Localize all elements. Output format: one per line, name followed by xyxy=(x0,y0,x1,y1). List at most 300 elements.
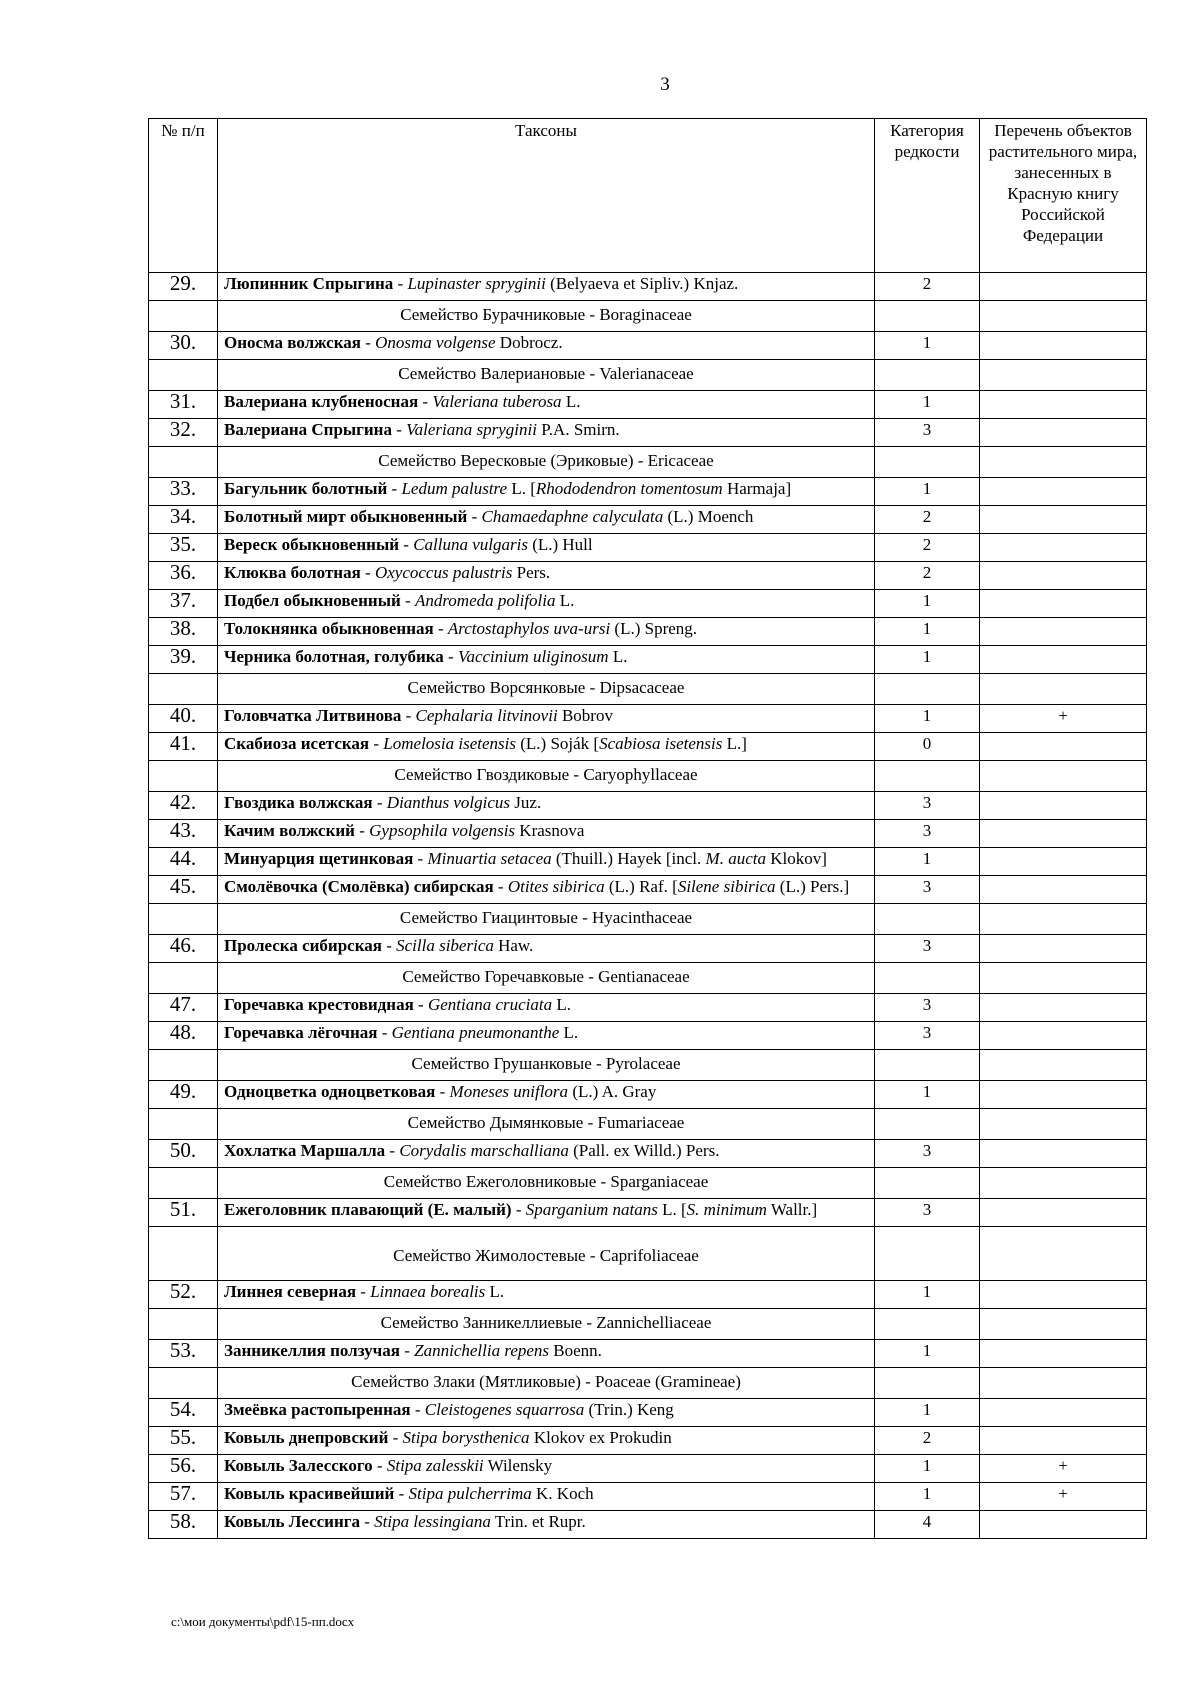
empty-cell xyxy=(875,1368,980,1399)
empty-cell xyxy=(149,963,218,994)
empty-cell xyxy=(980,1309,1147,1340)
taxon-cell xyxy=(218,1340,875,1368)
federal-red-book-mark xyxy=(980,332,1147,360)
empty-cell xyxy=(980,447,1147,478)
taxon-author: Juz. xyxy=(510,793,542,812)
taxon-row xyxy=(149,273,1147,301)
federal-red-book-mark xyxy=(980,820,1147,848)
taxon-row xyxy=(149,792,1147,820)
empty-cell xyxy=(149,1168,218,1199)
taxon-author: L. [ xyxy=(507,479,536,498)
rarity-category: 1 xyxy=(875,1399,980,1427)
taxon-separator: - xyxy=(372,1456,387,1475)
taxon-number: 32. xyxy=(149,419,218,447)
rarity-category: 1 xyxy=(875,1483,980,1511)
federal-red-book-mark xyxy=(980,618,1147,646)
empty-cell xyxy=(980,360,1147,391)
federal-red-book-mark xyxy=(980,876,1147,904)
taxon-synonym-author: L.] xyxy=(722,734,747,753)
taxon-cell xyxy=(218,1199,875,1227)
rarity-category: 4 xyxy=(875,1511,980,1539)
taxon-russian-name: Толокнянка обыкновенная xyxy=(224,619,434,638)
taxon-russian-name: Ковыль красивейший xyxy=(224,1484,395,1503)
empty-cell xyxy=(980,1050,1147,1081)
taxon-latin-name: Dianthus volgicus xyxy=(386,793,511,812)
taxon-number: 53. xyxy=(149,1340,218,1368)
taxon-cell xyxy=(218,419,875,447)
taxon-latin-name: Sparganium natans xyxy=(525,1200,658,1219)
taxon-row xyxy=(149,391,1147,419)
taxon-cell xyxy=(218,994,875,1022)
taxon-russian-name: Вереск обыкновенный xyxy=(224,535,400,554)
taxon-row xyxy=(149,1427,1147,1455)
empty-cell xyxy=(980,761,1147,792)
taxon-latin-name: Cephalaria litvinovii xyxy=(415,706,558,725)
taxon-row xyxy=(149,1399,1147,1427)
rarity-category: 1 xyxy=(875,332,980,360)
table-body xyxy=(149,273,1147,1539)
taxon-synonym-latin: M. aucta xyxy=(705,849,766,868)
taxon-row xyxy=(149,876,1147,904)
empty-cell xyxy=(149,674,218,705)
taxon-author: (Pall. ex Willd.) Pers. xyxy=(568,1141,720,1160)
empty-cell xyxy=(149,447,218,478)
taxon-author: (L.) Raf. [ xyxy=(604,877,678,896)
taxon-latin-name: Andromeda polifolia xyxy=(414,591,556,610)
family-row xyxy=(149,761,1147,792)
taxon-latin-name: Moneses uniflora xyxy=(449,1082,569,1101)
taxon-cell xyxy=(218,646,875,674)
taxon-number: 35. xyxy=(149,534,218,562)
taxon-latin-name: Stipa lessingiana xyxy=(374,1512,491,1531)
federal-red-book-mark xyxy=(980,562,1147,590)
taxon-latin-name: Valeriana tuberosa xyxy=(432,392,562,411)
taxon-cell xyxy=(218,506,875,534)
taxon-author: (L.) Hull xyxy=(527,535,593,554)
empty-cell xyxy=(875,904,980,935)
taxon-latin-name: Calluna vulgaris xyxy=(413,535,528,554)
taxon-row xyxy=(149,1140,1147,1168)
federal-red-book-mark: + xyxy=(980,1483,1147,1511)
rarity-category: 1 xyxy=(875,1340,980,1368)
header-federal-red-book: Перечень объектов растительного мира, занесенных в Красную книгу Российской Федерации xyxy=(980,119,1147,273)
federal-red-book-mark: + xyxy=(980,1455,1147,1483)
taxon-number: 45. xyxy=(149,876,218,904)
taxon-row xyxy=(149,1199,1147,1227)
taxon-row xyxy=(149,590,1147,618)
rarity-category: 0 xyxy=(875,733,980,761)
taxon-russian-name: Клюква болотная xyxy=(224,563,361,582)
taxon-synonym-author: Wallr.] xyxy=(766,1200,818,1219)
family-name: Семейство Бурачниковые - Boraginaceae xyxy=(218,301,875,332)
taxon-author: Bobrov xyxy=(557,706,613,725)
taxon-author: (Belyaeva et Sipliv.) Knjaz. xyxy=(545,274,739,293)
taxon-cell xyxy=(218,590,875,618)
rarity-category: 1 xyxy=(875,618,980,646)
taxon-russian-name: Хохлатка Маршалла xyxy=(224,1141,386,1160)
taxon-cell xyxy=(218,848,875,876)
taxon-separator: - xyxy=(399,1341,415,1360)
rarity-category: 1 xyxy=(875,1081,980,1109)
rarity-category: 3 xyxy=(875,935,980,963)
taxon-russian-name: Минуарция щетинковая xyxy=(224,849,414,868)
taxon-latin-name: Otites sibirica xyxy=(507,877,605,896)
taxon-cell xyxy=(218,562,875,590)
taxon-cell xyxy=(218,1081,875,1109)
taxon-latin-name: Arctostaphylos uva-ursi xyxy=(447,619,611,638)
taxon-russian-name: Смолёвочка (Смолёвка) сибирская xyxy=(224,877,494,896)
taxon-author: Dobrocz. xyxy=(495,333,563,352)
taxon-author: L. xyxy=(561,392,581,411)
taxon-russian-name: Линнея северная xyxy=(224,1282,357,1301)
header-taxa: Таксоны xyxy=(218,119,875,273)
taxon-number: 52. xyxy=(149,1281,218,1309)
federal-red-book-mark xyxy=(980,1427,1147,1455)
taxon-number: 44. xyxy=(149,848,218,876)
empty-cell xyxy=(149,1309,218,1340)
red-book-taxa-table xyxy=(148,118,1147,1539)
taxon-number: 40. xyxy=(149,705,218,733)
empty-cell xyxy=(980,1109,1147,1140)
family-name: Семейство Жимолостевые - Caprifoliaceae xyxy=(218,1227,875,1281)
taxon-author: L. xyxy=(559,1023,579,1042)
taxon-author: (Thuill.) Hayek [incl. xyxy=(551,849,706,868)
taxon-row xyxy=(149,1511,1147,1539)
taxon-latin-name: Gypsophila volgensis xyxy=(369,821,516,840)
empty-cell xyxy=(980,674,1147,705)
taxon-cell xyxy=(218,1022,875,1050)
rarity-category: 1 xyxy=(875,478,980,506)
taxon-cell xyxy=(218,618,875,646)
rarity-category: 2 xyxy=(875,534,980,562)
taxon-separator: - xyxy=(356,1282,371,1301)
taxon-number: 46. xyxy=(149,935,218,963)
empty-cell xyxy=(980,1168,1147,1199)
rarity-category: 3 xyxy=(875,792,980,820)
taxon-number: 50. xyxy=(149,1140,218,1168)
taxon-separator: - xyxy=(360,333,376,352)
taxon-russian-name: Валериана Спрыгина xyxy=(224,420,392,439)
taxon-synonym-latin: Rhododendron tomentosum xyxy=(535,479,723,498)
taxon-number: 58. xyxy=(149,1511,218,1539)
empty-cell xyxy=(875,1309,980,1340)
taxon-latin-name: Gentiana cruciata xyxy=(427,995,553,1014)
taxon-number: 30. xyxy=(149,332,218,360)
taxon-separator: - xyxy=(467,507,482,526)
federal-red-book-mark xyxy=(980,994,1147,1022)
family-name: Семейство Злаки (Мятликовые) - Poaceae (Gramineae) xyxy=(218,1368,875,1399)
federal-red-book-mark xyxy=(980,1199,1147,1227)
federal-red-book-mark xyxy=(980,478,1147,506)
taxon-number: 31. xyxy=(149,391,218,419)
taxon-latin-name: Onosma volgense xyxy=(375,333,496,352)
taxon-cell xyxy=(218,1427,875,1455)
taxon-row xyxy=(149,733,1147,761)
taxon-row xyxy=(149,562,1147,590)
taxon-author: Krasnova xyxy=(515,821,585,840)
family-row xyxy=(149,963,1147,994)
rarity-category: 1 xyxy=(875,848,980,876)
taxon-row xyxy=(149,820,1147,848)
empty-cell xyxy=(980,1368,1147,1399)
empty-cell xyxy=(149,1109,218,1140)
taxon-cell xyxy=(218,792,875,820)
taxon-latin-name: Gentiana pneumonanthe xyxy=(391,1023,560,1042)
taxon-separator: - xyxy=(354,821,370,840)
family-name: Семейство Гиацинтовые - Hyacinthaceae xyxy=(218,904,875,935)
empty-cell xyxy=(875,1109,980,1140)
family-name: Семейство Гвоздиковые - Caryophyllaceae xyxy=(218,761,875,792)
taxon-number: 38. xyxy=(149,618,218,646)
taxon-cell xyxy=(218,1511,875,1539)
empty-cell xyxy=(875,963,980,994)
taxon-author: Boenn. xyxy=(549,1341,602,1360)
taxon-russian-name: Головчатка Литвинова xyxy=(224,706,402,725)
family-name: Семейство Валериановые - Valerianaceae xyxy=(218,360,875,391)
federal-red-book-mark xyxy=(980,1081,1147,1109)
taxon-cell xyxy=(218,332,875,360)
taxon-cell xyxy=(218,705,875,733)
taxon-cell xyxy=(218,1140,875,1168)
empty-cell xyxy=(875,674,980,705)
taxon-row xyxy=(149,419,1147,447)
rarity-category: 3 xyxy=(875,820,980,848)
rarity-category: 2 xyxy=(875,506,980,534)
taxon-row xyxy=(149,332,1147,360)
taxon-russian-name: Ковыль Лессинга xyxy=(224,1512,360,1531)
taxon-russian-name: Занникеллия ползучая xyxy=(224,1341,400,1360)
empty-cell xyxy=(149,904,218,935)
taxon-russian-name: Ковыль Залесского xyxy=(224,1456,373,1475)
taxon-separator: - xyxy=(360,1512,375,1531)
taxon-number: 43. xyxy=(149,820,218,848)
taxon-cell xyxy=(218,478,875,506)
taxon-row xyxy=(149,1455,1147,1483)
taxon-separator: - xyxy=(393,274,408,293)
federal-red-book-mark xyxy=(980,391,1147,419)
family-row xyxy=(149,360,1147,391)
taxon-latin-name: Stipa borysthenica xyxy=(402,1428,530,1447)
federal-red-book-mark xyxy=(980,646,1147,674)
federal-red-book-mark xyxy=(980,419,1147,447)
taxon-russian-name: Змеёвка растопыренная xyxy=(224,1400,411,1419)
taxon-cell xyxy=(218,534,875,562)
rarity-category: 2 xyxy=(875,562,980,590)
federal-red-book-mark: + xyxy=(980,705,1147,733)
taxon-russian-name: Болотный мирт обыкновенный xyxy=(224,507,468,526)
taxon-author: (L.) Spreng. xyxy=(610,619,698,638)
family-name: Семейство Ворсянковые - Dipsacaceae xyxy=(218,674,875,705)
empty-cell xyxy=(875,301,980,332)
taxon-separator: - xyxy=(388,1428,403,1447)
taxon-author: K. Koch xyxy=(531,1484,594,1503)
taxon-number: 41. xyxy=(149,733,218,761)
taxon-separator: - xyxy=(413,849,428,868)
taxon-synonym-author: Klokov] xyxy=(765,849,827,868)
taxon-author: L. xyxy=(485,1282,505,1301)
taxon-author: L. xyxy=(555,591,575,610)
family-name: Семейство Дымянковые - Fumariaceae xyxy=(218,1109,875,1140)
taxon-russian-name: Гвоздика волжская xyxy=(224,793,373,812)
taxon-russian-name: Подбел обыкновенный xyxy=(224,591,401,610)
taxon-author: (L.) A. Gray xyxy=(568,1082,657,1101)
family-row xyxy=(149,301,1147,332)
taxon-separator: - xyxy=(443,647,458,666)
taxon-latin-name: Linnaea borealis xyxy=(370,1282,486,1301)
taxon-number: 54. xyxy=(149,1399,218,1427)
taxon-author: P.A. Smirn. xyxy=(536,420,620,439)
header-rarity-category: Категория редкости xyxy=(875,119,980,273)
taxon-author: L. xyxy=(608,647,628,666)
taxon-row xyxy=(149,705,1147,733)
taxon-row xyxy=(149,534,1147,562)
taxon-separator: - xyxy=(369,734,384,753)
rarity-category: 2 xyxy=(875,1427,980,1455)
taxon-separator: - xyxy=(435,1082,450,1101)
taxon-synonym-author: (L.) Pers.] xyxy=(775,877,850,896)
taxon-number: 47. xyxy=(149,994,218,1022)
rarity-category: 3 xyxy=(875,994,980,1022)
taxon-row xyxy=(149,646,1147,674)
taxon-cell xyxy=(218,876,875,904)
family-row xyxy=(149,447,1147,478)
empty-cell xyxy=(980,963,1147,994)
taxon-number: 56. xyxy=(149,1455,218,1483)
empty-cell xyxy=(149,1227,218,1281)
taxon-russian-name: Черника болотная, голубика xyxy=(224,647,444,666)
taxon-latin-name: Stipa zalesskii xyxy=(386,1456,484,1475)
taxon-latin-name: Minuartia setacea xyxy=(427,849,552,868)
family-row xyxy=(149,1050,1147,1081)
page-number: 3 xyxy=(660,74,670,95)
rarity-category: 1 xyxy=(875,1455,980,1483)
empty-cell xyxy=(149,360,218,391)
rarity-category: 3 xyxy=(875,1022,980,1050)
taxon-author: (L.) Moench xyxy=(663,507,754,526)
taxon-row xyxy=(149,1081,1147,1109)
federal-red-book-mark xyxy=(980,792,1147,820)
taxon-separator: - xyxy=(385,1141,400,1160)
empty-cell xyxy=(980,1227,1147,1281)
family-row xyxy=(149,1168,1147,1199)
empty-cell xyxy=(149,1368,218,1399)
federal-red-book-mark xyxy=(980,1022,1147,1050)
taxon-author: Haw. xyxy=(493,936,534,955)
empty-cell xyxy=(875,447,980,478)
header-number: № п/п xyxy=(149,119,218,273)
empty-cell xyxy=(875,360,980,391)
taxon-row xyxy=(149,478,1147,506)
taxon-row xyxy=(149,935,1147,963)
taxon-number: 49. xyxy=(149,1081,218,1109)
taxon-russian-name: Ежеголовник плавающий (Е. малый) xyxy=(224,1200,512,1219)
taxon-russian-name: Пролеска сибирская xyxy=(224,936,382,955)
taxon-cell xyxy=(218,1455,875,1483)
taxon-separator: - xyxy=(511,1200,526,1219)
taxon-separator: - xyxy=(377,1023,392,1042)
taxon-number: 42. xyxy=(149,792,218,820)
taxon-number: 39. xyxy=(149,646,218,674)
taxon-number: 33. xyxy=(149,478,218,506)
taxon-russian-name: Горечавка крестовидная xyxy=(224,995,414,1014)
taxon-latin-name: Scilla siberica xyxy=(396,936,494,955)
taxon-number: 29. xyxy=(149,273,218,301)
empty-cell xyxy=(875,761,980,792)
taxon-number: 34. xyxy=(149,506,218,534)
taxon-separator: - xyxy=(372,793,387,812)
empty-cell xyxy=(875,1050,980,1081)
family-name: Семейство Грушанковые - Pyrolaceae xyxy=(218,1050,875,1081)
taxon-number: 55. xyxy=(149,1427,218,1455)
taxon-latin-name: Zannichellia repens xyxy=(414,1341,550,1360)
taxon-cell xyxy=(218,820,875,848)
family-row xyxy=(149,1309,1147,1340)
taxon-russian-name: Ковыль днепровский xyxy=(224,1428,389,1447)
federal-red-book-mark xyxy=(980,848,1147,876)
empty-cell xyxy=(980,904,1147,935)
rarity-category: 1 xyxy=(875,646,980,674)
taxon-latin-name: Ledum palustre xyxy=(401,479,508,498)
rarity-category: 3 xyxy=(875,1140,980,1168)
federal-red-book-mark xyxy=(980,733,1147,761)
taxon-number: 37. xyxy=(149,590,218,618)
family-name: Семейство Занникеллиевые - Zannichelliaceae xyxy=(218,1309,875,1340)
taxon-cell xyxy=(218,1399,875,1427)
family-name: Семейство Вересковые (Эриковые) - Ericaceae xyxy=(218,447,875,478)
empty-cell xyxy=(149,301,218,332)
taxon-latin-name: Cleistogenes squarrosa xyxy=(424,1400,585,1419)
taxon-cell xyxy=(218,273,875,301)
taxon-russian-name: Скабиоза исетская xyxy=(224,734,370,753)
taxon-number: 36. xyxy=(149,562,218,590)
taxon-cell xyxy=(218,733,875,761)
rarity-category: 1 xyxy=(875,391,980,419)
family-row xyxy=(149,1368,1147,1399)
footer-file-path: c:\мои документы\pdf\15-пп.docx xyxy=(171,1614,355,1629)
taxon-number: 57. xyxy=(149,1483,218,1511)
empty-cell xyxy=(149,1050,218,1081)
federal-red-book-mark xyxy=(980,1281,1147,1309)
taxon-separator: - xyxy=(413,995,428,1014)
rarity-category: 1 xyxy=(875,590,980,618)
taxon-latin-name: Lupinaster spryginii xyxy=(407,274,546,293)
taxon-row xyxy=(149,506,1147,534)
taxon-row xyxy=(149,1281,1147,1309)
taxon-synonym-author: Harmaja] xyxy=(722,479,792,498)
taxon-russian-name: Горечавка лёгочная xyxy=(224,1023,378,1042)
taxon-separator: - xyxy=(401,706,416,725)
taxon-separator: - xyxy=(360,563,375,582)
taxon-latin-name: Lomelosia isetensis xyxy=(383,734,516,753)
taxon-separator: - xyxy=(387,479,402,498)
taxon-row xyxy=(149,1483,1147,1511)
taxon-latin-name: Valeriana spryginii xyxy=(406,420,537,439)
taxon-author: Pers. xyxy=(512,563,551,582)
taxon-synonym-latin: S. minimum xyxy=(686,1200,767,1219)
family-name: Семейство Горечавковые - Gentianaceae xyxy=(218,963,875,994)
family-row xyxy=(149,1109,1147,1140)
federal-red-book-mark xyxy=(980,1140,1147,1168)
taxon-author: L. [ xyxy=(657,1200,687,1219)
rarity-category: 3 xyxy=(875,1199,980,1227)
taxon-author: L. xyxy=(552,995,572,1014)
empty-cell xyxy=(875,1168,980,1199)
federal-red-book-mark xyxy=(980,590,1147,618)
taxon-latin-name: Stipa pulcherrima xyxy=(408,1484,532,1503)
taxon-author: (Trin.) Keng xyxy=(584,1400,674,1419)
taxon-latin-name: Oxycoccus palustris xyxy=(374,563,513,582)
federal-red-book-mark xyxy=(980,935,1147,963)
